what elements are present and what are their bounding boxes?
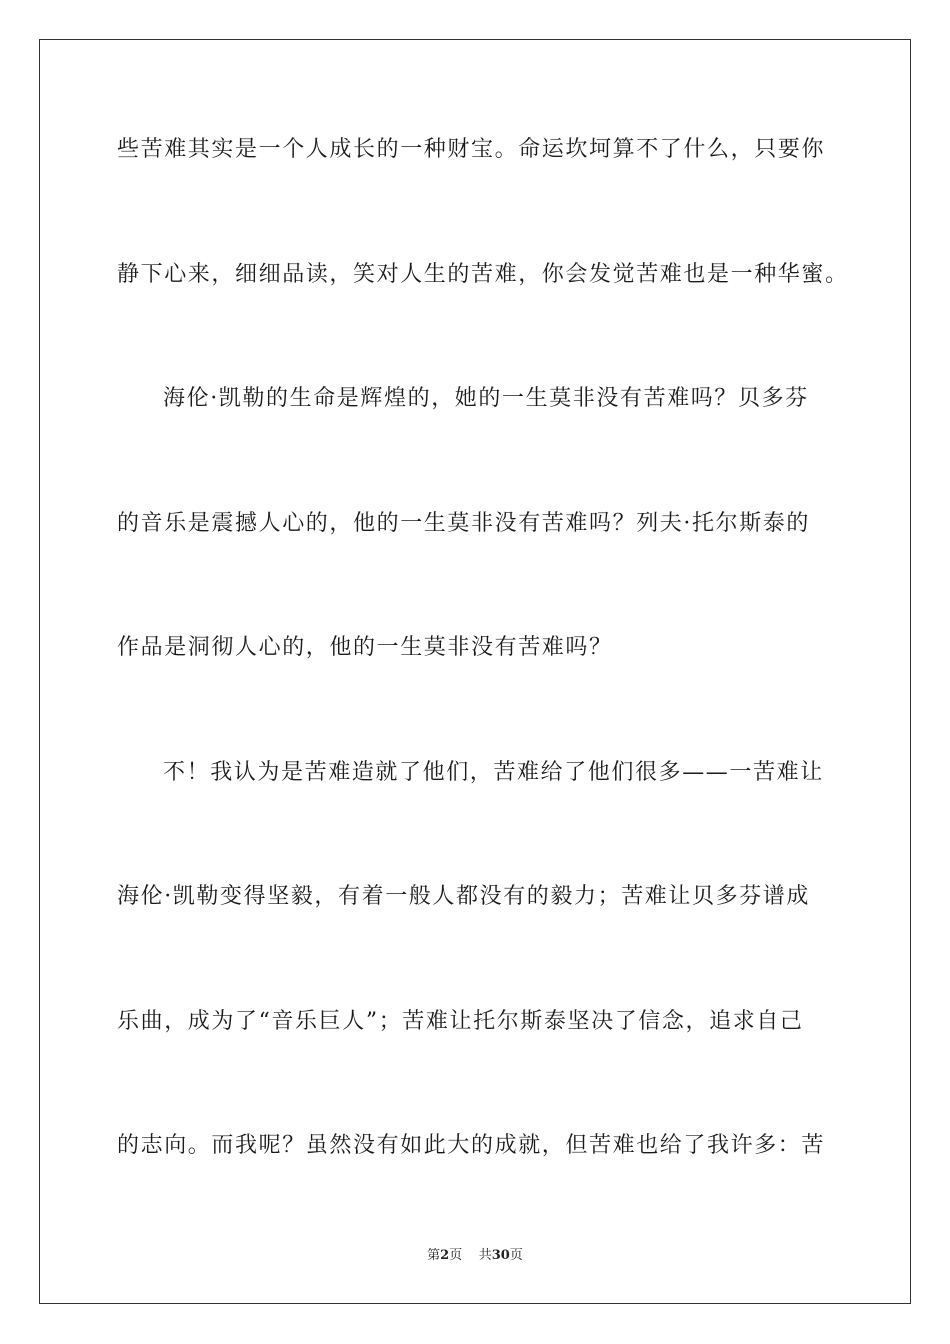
body-text-line-1: 些苦难其实是一个人成长的一种财宝。命运坎坷算不了什么，只要你 [117,137,826,162]
body-text-line-4: 的音乐是震撼人心的，他的一生莫非没有苦难吗？列夫·托尔斯泰的 [117,511,810,536]
body-text-line-3: 海伦·凯勒的生命是辉煌的，她的一生莫非没有苦难吗？贝多芬 [163,386,809,411]
body-text-line-6: 不！我认为是苦难造就了他们，苦难给了他们很多——一苦难让 [163,760,824,785]
body-text-line-5: 作品是洞彻人心的，他的一生莫非没有苦难吗？ [117,635,613,660]
page-prefix: 第 [427,1248,441,1263]
page-border [39,39,911,1304]
body-text-line-9: 的志向。而我呢？虽然没有如此大的成就，但苦难也给了我许多：苦 [117,1133,826,1158]
total-suffix: 页 [509,1248,523,1263]
total-prefix: 共 [478,1248,492,1263]
body-text-line-2: 静下心来，细细品读，笑对人生的苦难，你会发觉苦难也是一种华蜜。 [117,262,849,287]
body-text-line-7: 海伦·凯勒变得坚毅，有着一般人都没有的毅力；苦难让贝多芬谱成 [117,884,810,909]
page-number: 2 [440,1248,450,1263]
page-suffix: 页 [449,1248,463,1263]
body-text-line-8: 乐曲，成为了“音乐巨人”；苦难让托尔斯泰坚决了信念，追求自己 [117,1009,804,1034]
page-footer [0,1247,950,1265]
total-pages: 30 [491,1248,510,1263]
